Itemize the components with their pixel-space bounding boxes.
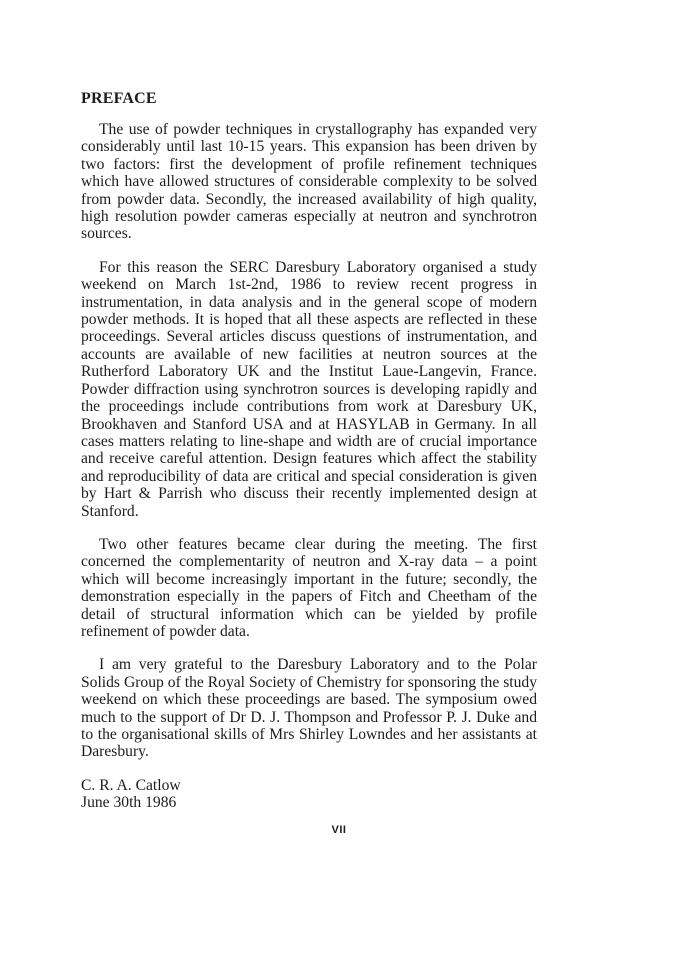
page-title: PREFACE xyxy=(81,90,157,107)
paragraph: I am very grateful to the Daresbury Laboratory and to the Polar Solids Group of the Royal Society of Chemistry for sponsoring the study weekend on which these proceedings are based. The symposium owed much to the support of Dr D. J. Thompson and Professor P. J. Duke and to the organisational skills of Mrs Shirley Lowndes and her assistants at Daresbury. xyxy=(81,656,537,761)
paragraph: For this reason the SERC Daresbury Laboratory organised a study weekend on March 1st-2nd, 1986 to review recent progress in instrumentation, in data analysis and in the general scope of modern powder methods. It is hoped that all these aspects are reflected in these proceedings. Several articles discuss questions of instrumentation, and accounts are available of new facilities at neutron sources at the Rutherford Laboratory UK and the Institut Laue-Langevin, France. Powder diffraction using synchrotron sources is developing rapidly and the proceedings include contributions from work at Daresbury UK, Brookhaven and Stanford USA and at HASYLAB in Germany. In all cases matters relating to line-shape and width are of crucial importance and receive careful attention. Design features which affect the stability and reproducibility of data are critical and special consideration is given by Hart & Parrish who discuss their recently implemented design at Stanford. xyxy=(81,258,537,520)
signature-date: June 30th 1986 xyxy=(81,794,177,812)
page-number: VII xyxy=(331,824,347,836)
paragraph: Two other features became clear during the meeting. The first concerned the complementarity of neutron and X-ray data – a point which will become increasingly important in the future; secondly, the demonstration especially in the papers of Fitch and Cheetham of the detail of structural information which can be yielded by profile refinement of powder data. xyxy=(81,535,537,640)
signature-block xyxy=(81,777,537,812)
paragraph: The use of powder techniques in crystallography has expanded very considerably until last 10-15 years. This expansion has been driven by two factors: first the development of profile refinement techniques which have allowed structures of considerable complexity to be solved from powder data. Secondly, the increased availability of high quality, high resolution powder cameras especially at neutron and synchrotron sources. xyxy=(81,121,537,243)
author-name: C. R. A. Catlow xyxy=(81,776,181,794)
preface-body xyxy=(81,89,537,812)
